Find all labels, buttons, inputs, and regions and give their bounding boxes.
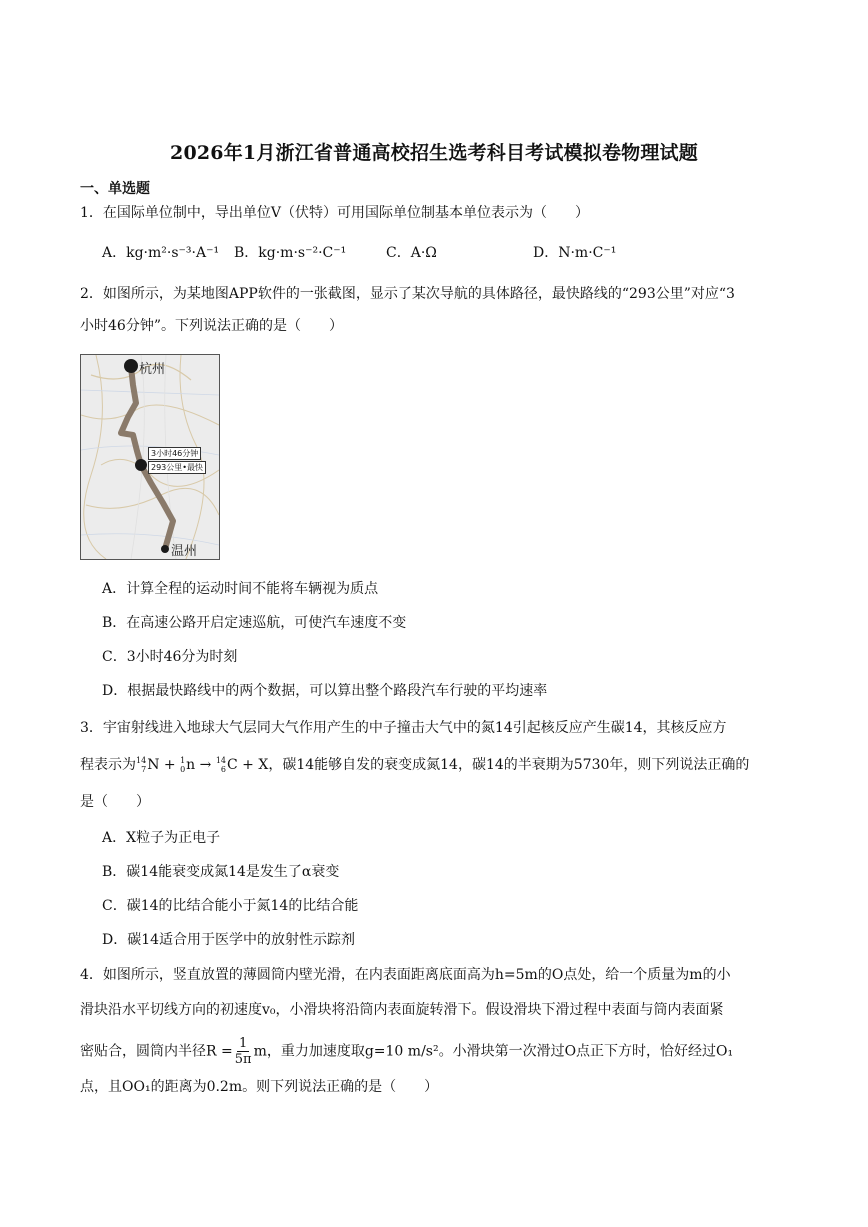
q3-option-c: C．碳14的比结合能小于氮14的比结合能 [102,898,359,914]
q2-option-a: A．计算全程的运动时间不能将车辆视为质点 [102,581,379,597]
map-end-label: 温州 [171,544,198,559]
q2-option-d: D．根据最快路线中的两个数据，可以算出整个路段汽车行驶的平均速率 [102,683,548,699]
q3-option-d: D．碳14适合用于医学中的放射性示踪剂 [102,932,356,948]
map-distance-box: 293公里•最快 [148,461,206,474]
section-heading: 一、单选题 [80,181,150,197]
q4-stem-line4: 点，且OO₁的距离为0.2m。则下列说法正确的是（ ） [80,1079,439,1095]
q4-stem-line1: 4．如图所示，竖直放置的薄圆筒内壁光滑，在内表面距离底面高为h=5m的O点处，给一个质量为m的小 [80,967,731,983]
radius-fraction [235,1036,252,1067]
q3-stem-line2 [80,755,749,775]
q2-stem-line2: 小时46分钟”。下列说法正确的是（ ） [80,318,343,334]
nuclear-equation: 14 7 N + 1 0 n → 14 6 C + X [136,756,269,774]
q3-stem-line1: 3．宇宙射线进入地球大气层同大气作用产生的中子撞击大气中的氮14引起核反应产生碳14，其核反应方 [80,720,727,736]
q1-option-c: C．A·Ω [386,245,437,261]
q1-option-b: B．kg·m·s⁻²·C⁻¹ [234,245,347,261]
q3-stem-line2-suffix: ，碳14能够自发的衰变成氮14，碳14的半衰期为5730年，则下列说法正确的 [268,757,750,773]
map-start-label: 杭州 [139,362,166,377]
q4-stem-line3 [80,1036,733,1067]
q3-option-b: B．碳14能衰变成氮14是发生了α衰变 [102,864,340,880]
fraction-denominator: 5π [234,1052,252,1067]
q2-option-c: C．3小时46分为时刻 [102,649,238,665]
navigation-map-figure [80,354,220,560]
exam-title: 2026年1月浙江省普通高校招生选考科目考试模拟卷物理试题 [170,142,698,164]
q3-stem-line3: 是（ ） [80,794,150,810]
q4-stem-line2: 滑块沿水平切线方向的初速度v₀，小滑块将沿筒内表面旋转滑下。假设滑块下滑过程中表面与筒内表面紧 [80,1002,724,1018]
q2-option-b: B．在高速公路开启定速巡航，可使汽车速度不变 [102,615,407,631]
q1-stem: 1．在国际单位制中，导出单位V（伏特）可用国际单位制基本单位表示为（ ） [80,205,590,221]
q4-stem-line3-suffix: m，重力加速度取g=10 m/s²。小滑块第一次滑过O点正下方时，恰好经过O₁ [253,1043,734,1060]
q1-option-d: D．N·m·C⁻¹ [533,245,617,261]
q3-stem-line2-prefix: 程表示为 [80,757,136,773]
q4-stem-line3-prefix: 密贴合，圆筒内半径R = [80,1043,233,1060]
q3-option-a: A．X粒子为正电子 [102,830,221,846]
map-time-box: 3小时46分钟 [148,447,201,460]
fraction-numerator: 1 [239,1036,248,1051]
q2-stem-line1: 2．如图所示，为某地图APP软件的一张截图，显示了某次导航的具体路径，最快路线的“293公里”对应“3 [80,286,735,302]
q1-option-a: A．kg·m²·s⁻³·A⁻¹ [102,245,220,261]
